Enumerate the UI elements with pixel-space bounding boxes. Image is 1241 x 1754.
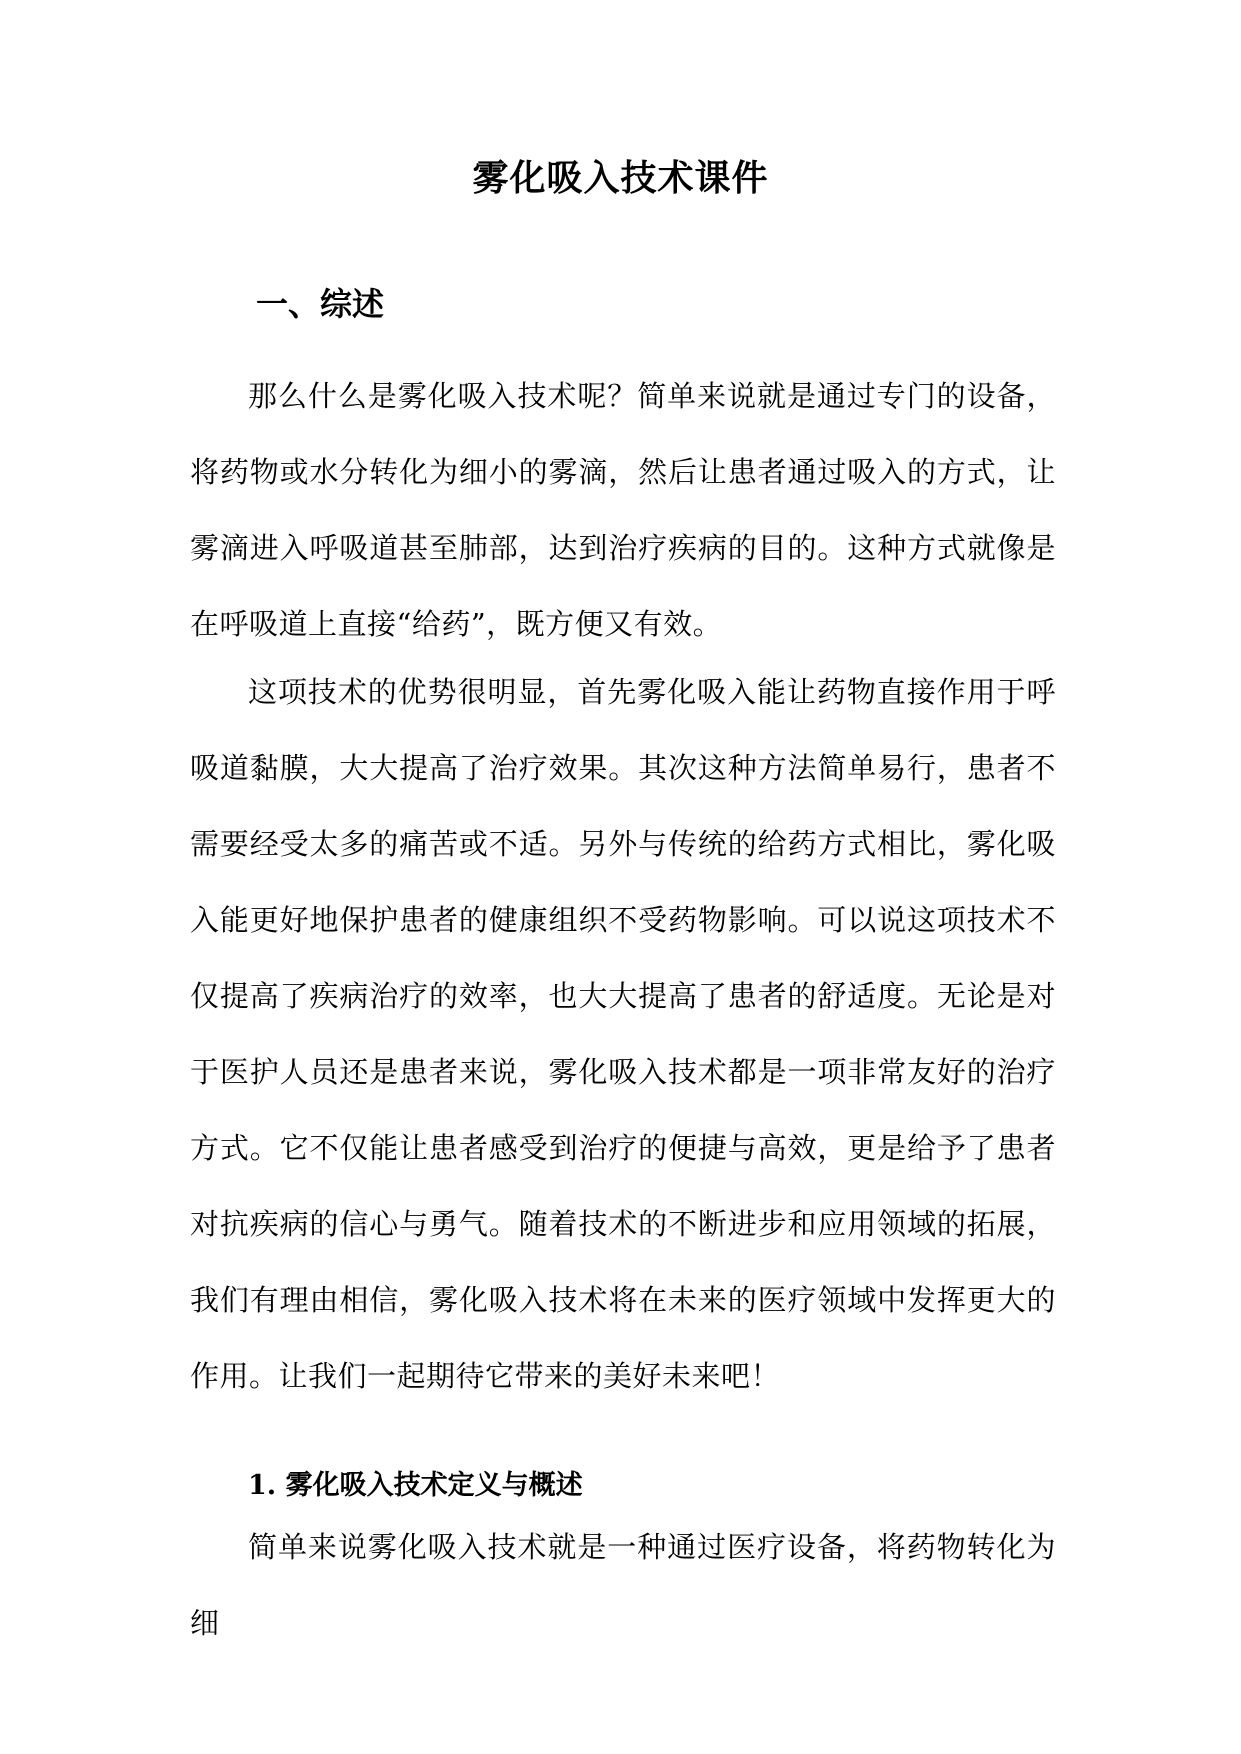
section-heading-overview: 一、综述 bbox=[256, 285, 385, 323]
paragraph: 这项技术的优势很明显，首先雾化吸入能让药物直接作用于呼吸道黏膜，大大提高了治疗效果。其次这种方法简单易行，患者不需要经受太多的痛苦或不适。另外与传统的给药方式相比，雾化吸入能更好地保护患者的健康组织不受药物影响。可以说这项技术不仅提高了疾病治疗的效率，也大大提高了患者的舒适度。无论是对于医护人员还是患者来说，雾化吸入技术都是一项非常友好的治疗方式。它不仅能让患者感受到治疗的便捷与高效，更是给予了患者对抗疾病的信心与勇气。随着技术的不断进步和应用领域的拓展，我们有理由相信，雾化吸入技术将在未来的医疗领域中发挥更大的作用。让我们一起期待它带来的美好未来吧！ bbox=[190, 675, 1056, 1393]
subsection-heading-definition: 1. 雾化吸入技术定义与概述 bbox=[248, 1470, 583, 1501]
paragraph: 那么什么是雾化吸入技术呢？简单来说就是通过专门的设备，将药物或水分转化为细小的雾滴，然后让患者通过吸入的方式，让雾滴进入呼吸道甚至肺部，达到治疗疾病的目的。这种方式就像是在呼吸道上直接“给药”，既方便又有效。 bbox=[190, 379, 1056, 641]
paragraph: 简单来说雾化吸入技术就是一种通过医疗设备，将药物转化为细 bbox=[190, 1530, 1056, 1640]
document-title: 雾化吸入技术课件 bbox=[472, 157, 769, 199]
